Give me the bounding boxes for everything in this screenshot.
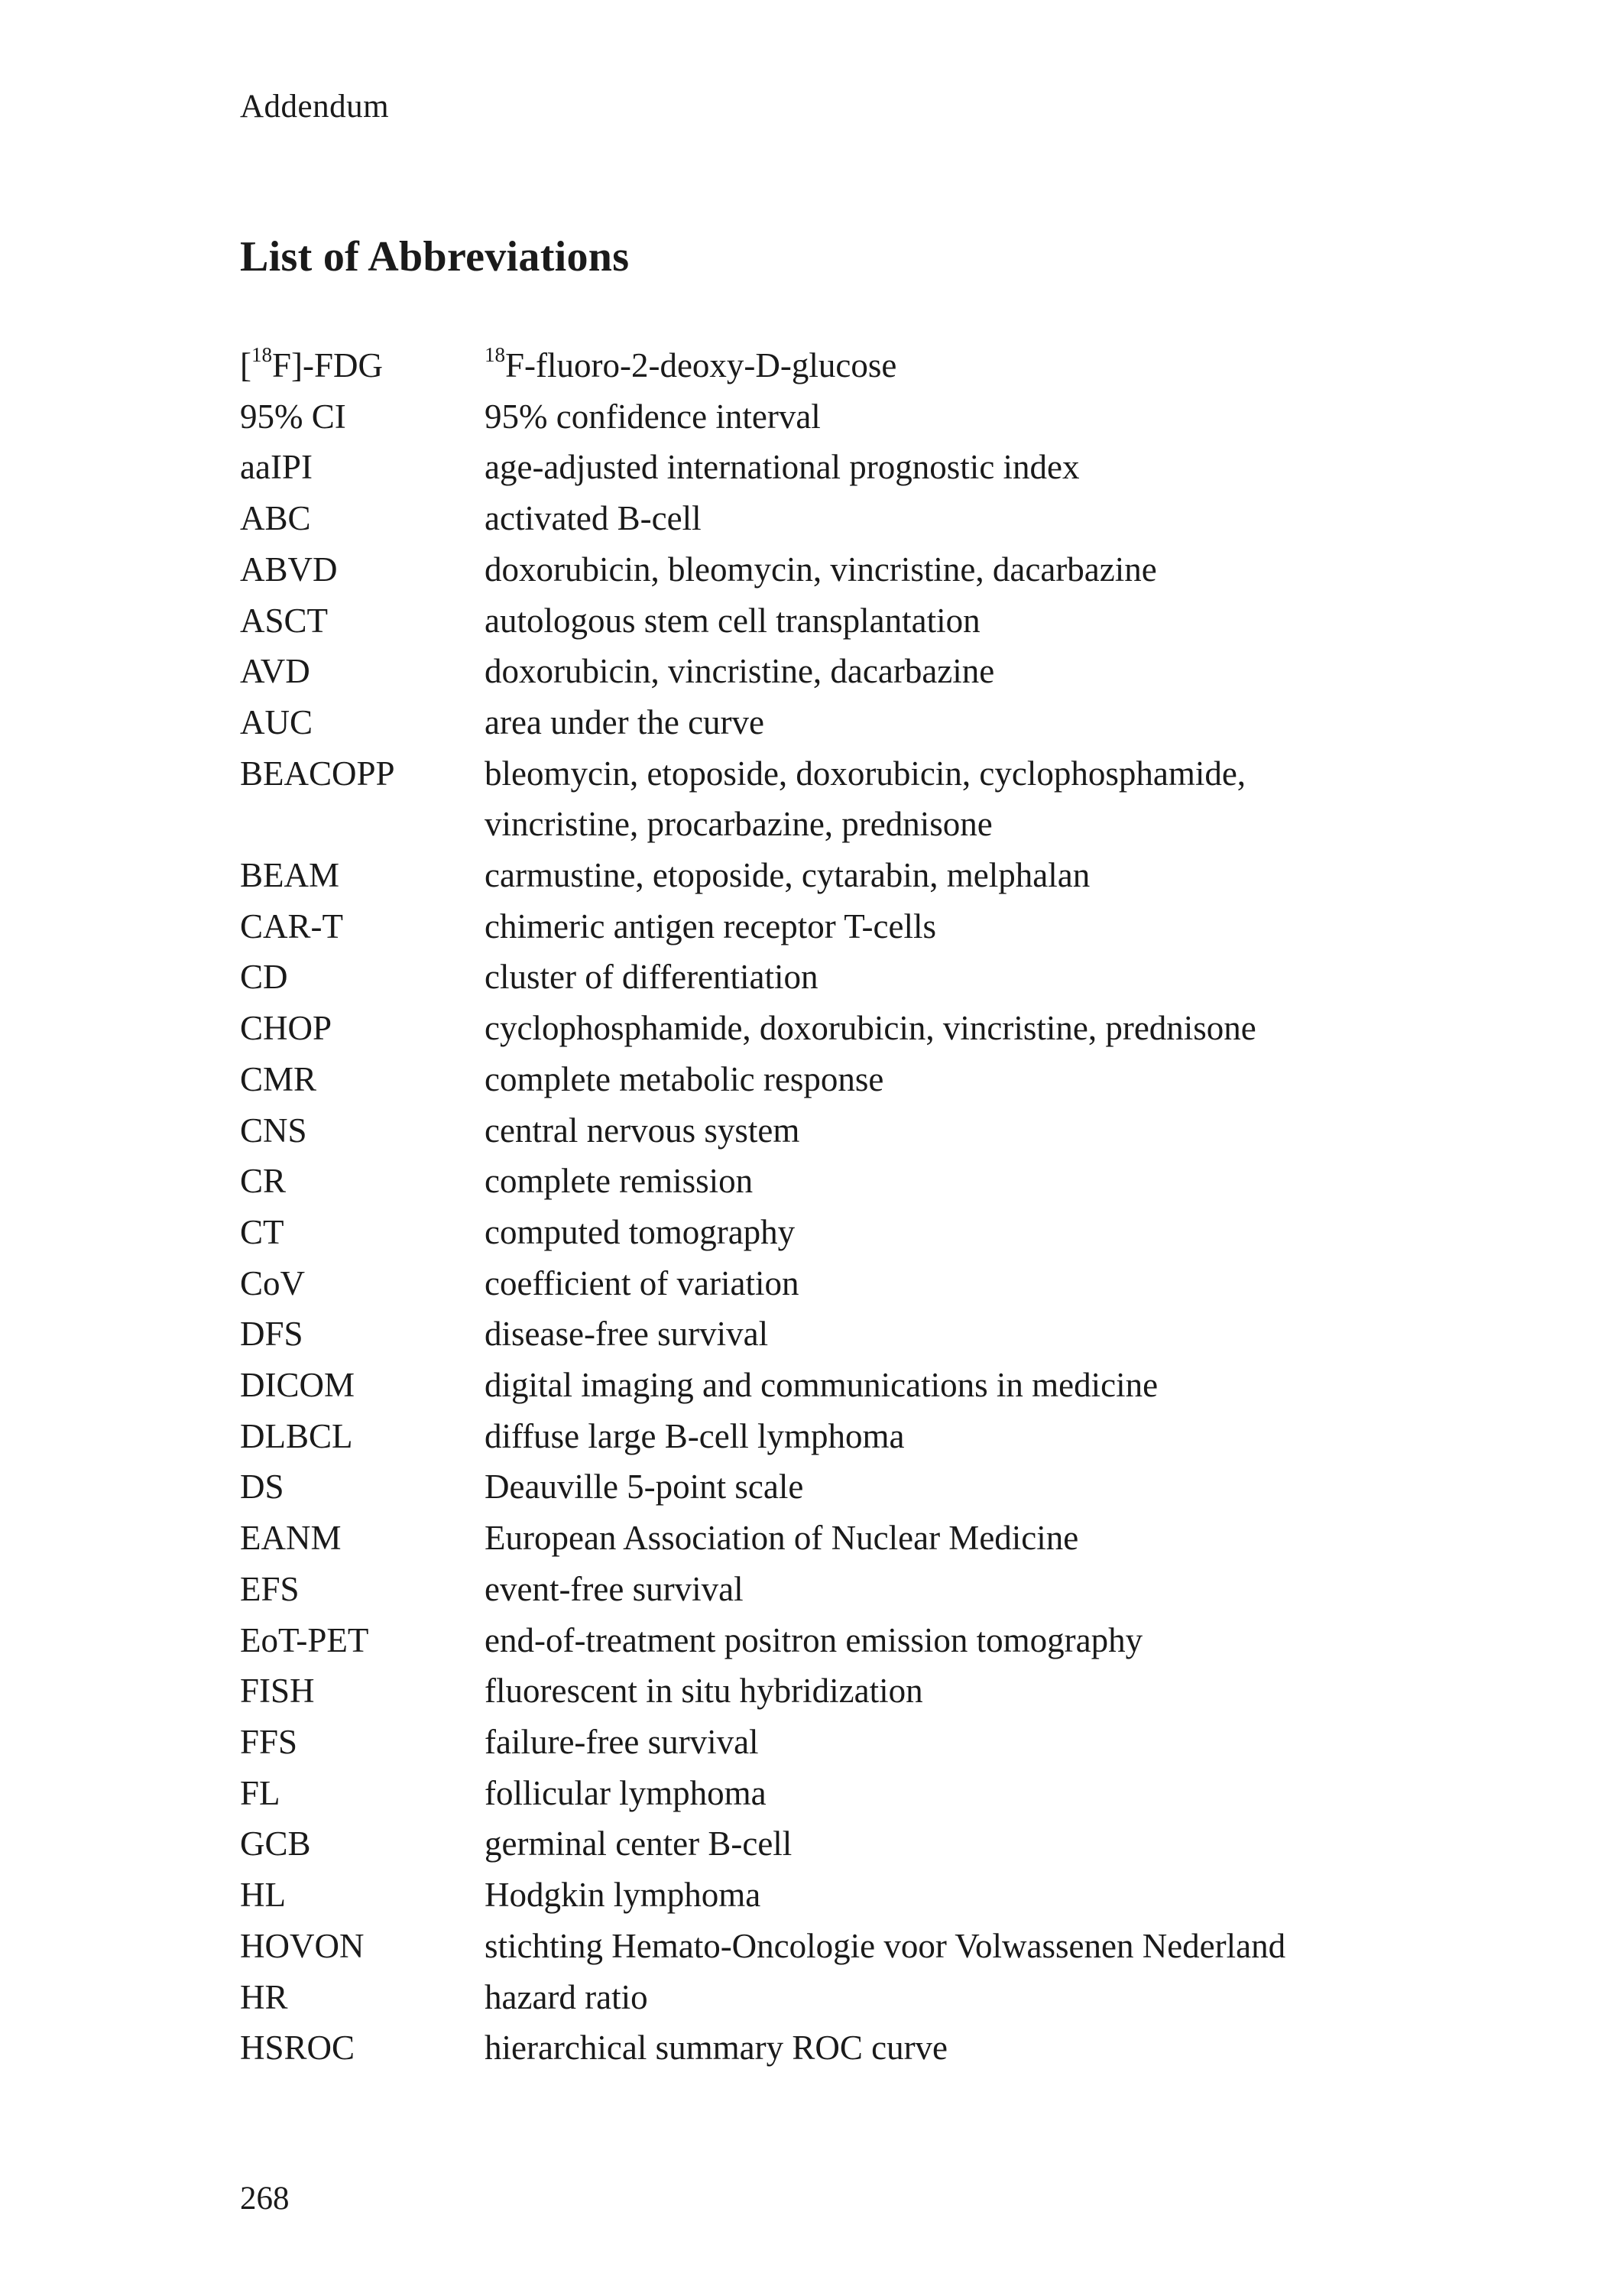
abbreviation-row	[240, 1717, 1386, 1768]
abbreviation-term: FL	[240, 1773, 280, 1812]
abbreviation-row	[240, 1207, 1386, 1258]
abbreviation-term: DICOM	[240, 1366, 355, 1405]
abbreviation-row	[240, 1054, 1386, 1105]
abbreviation-term: BEAM	[240, 856, 340, 895]
abbreviation-term: DFS	[240, 1315, 303, 1354]
abbreviation-definition: cluster of differentiation	[485, 958, 818, 997]
abbreviation-row	[240, 850, 1386, 901]
abbreviation-definition: germinal center B-cell	[485, 1824, 793, 1863]
abbreviation-definition: coefficient of variation	[485, 1263, 799, 1302]
abbreviation-row	[240, 2022, 1386, 2074]
abbreviation-definition: chimeric antigen receptor T-cells	[485, 906, 936, 945]
abbreviation-row	[240, 1003, 1386, 1054]
page-number: 268	[240, 2181, 290, 2217]
abbreviation-definition: carmustine, etoposide, cytarabin, melphalan	[485, 856, 1091, 895]
abbreviation-term: ABC	[240, 499, 311, 538]
abbreviation-term: HR	[240, 1977, 288, 2016]
abbreviation-definition: computed tomography	[485, 1212, 796, 1251]
abbreviation-row	[240, 1615, 1386, 1666]
abbreviation-definition: doxorubicin, bleomycin, vincristine, dacarbazine	[485, 550, 1157, 589]
abbreviation-term: CT	[240, 1212, 284, 1251]
abbreviation-definition: age-adjusted international prognostic index	[485, 448, 1080, 487]
abbreviation-definition: cyclophosphamide, doxorubicin, vincristine, prednisone	[485, 1009, 1256, 1048]
abbreviation-definition: fluorescent in situ hybridization	[485, 1672, 923, 1711]
abbreviation-definition: 95% confidence interval	[485, 397, 821, 436]
abbreviation-definition: digital imaging and communications in medicine	[485, 1366, 1159, 1405]
abbreviation-definition: doxorubicin, vincristine, dacarbazine	[485, 652, 995, 691]
abbreviation-term: CHOP	[240, 1009, 332, 1048]
abbreviation-row	[240, 1665, 1386, 1717]
abbreviation-row	[240, 697, 1386, 748]
abbreviation-term: FISH	[240, 1672, 315, 1711]
abbreviation-term: EoT-PET	[240, 1620, 369, 1659]
abbreviation-term: CAR-T	[240, 906, 343, 945]
abbreviation-definition: failure-free survival	[485, 1722, 759, 1761]
abbreviation-row	[240, 1461, 1386, 1513]
abbreviation-row	[240, 952, 1386, 1003]
running-header: Addendum	[240, 89, 390, 125]
abbreviation-row	[240, 646, 1386, 697]
abbreviation-row	[240, 1258, 1386, 1309]
abbreviation-definition: stichting Hemato-Oncologie voor Volwassenen Nederland	[485, 1926, 1286, 1965]
abbreviation-term: DLBCL	[240, 1416, 353, 1455]
abbreviation-term: ABVD	[240, 550, 338, 589]
abbreviation-definition: diffuse large B-cell lymphoma	[485, 1416, 905, 1455]
abbreviation-row	[240, 1105, 1386, 1156]
abbreviation-row	[240, 595, 1386, 647]
abbreviation-row	[240, 340, 1386, 391]
abbreviation-row	[240, 901, 1386, 952]
abbreviation-definition	[485, 748, 1386, 850]
abbreviation-definition: hierarchical summary ROC curve	[485, 2029, 948, 2068]
abbreviation-term: FFS	[240, 1722, 298, 1761]
abbreviation-term: ASCT	[240, 601, 329, 640]
abbreviation-definition: area under the curve	[485, 702, 765, 741]
abbreviation-definition: event-free survival	[485, 1569, 744, 1608]
abbreviation-definition: complete remission	[485, 1162, 754, 1201]
abbreviation-definition: complete metabolic response	[485, 1059, 884, 1098]
abbreviation-definition: European Association of Nuclear Medicine	[485, 1519, 1079, 1558]
abbreviation-term: CR	[240, 1162, 287, 1201]
abbreviation-definition: autologous stem cell transplantation	[485, 601, 981, 640]
abbreviation-row	[240, 493, 1386, 544]
abbreviation-row	[240, 1564, 1386, 1615]
abbreviation-term: AUC	[240, 702, 313, 741]
abbreviation-term: CoV	[240, 1263, 306, 1302]
abbreviation-row	[240, 1768, 1386, 1819]
abbreviation-row	[240, 442, 1386, 493]
abbreviation-row	[240, 391, 1386, 443]
abbreviation-definition: hazard ratio	[485, 1977, 648, 2016]
abbreviation-term: CD	[240, 958, 288, 997]
abbreviation-definition: central nervous system	[485, 1111, 800, 1150]
abbreviation-definition: disease-free survival	[485, 1315, 769, 1354]
abbreviation-row	[240, 1360, 1386, 1411]
abbreviation-term: EANM	[240, 1519, 342, 1558]
abbreviation-term: AVD	[240, 652, 310, 691]
abbreviation-row	[240, 1921, 1386, 1972]
abbreviation-term: HSROC	[240, 2029, 355, 2068]
abbreviation-row	[240, 1513, 1386, 1564]
abbreviation-term: HOVON	[240, 1926, 365, 1965]
abbreviation-row	[240, 1972, 1386, 2023]
abbreviation-term: DS	[240, 1468, 284, 1507]
abbreviation-row	[240, 1818, 1386, 1870]
abbreviation-term: aaIPI	[240, 448, 313, 487]
abbreviation-term: BEACOPP	[240, 754, 395, 793]
abbreviation-list	[240, 340, 1386, 2074]
abbreviation-definition: Hodgkin lymphoma	[485, 1876, 761, 1915]
abbreviation-definition: end-of-treatment positron emission tomography	[485, 1620, 1143, 1659]
abbreviation-definition: $^{18}$F-fluoro-2-deoxy-D-glucose	[485, 343, 897, 384]
abbreviation-definition: activated B-cell	[485, 499, 702, 538]
abbreviation-term: GCB	[240, 1824, 311, 1863]
abbreviation-row	[240, 1309, 1386, 1360]
abbreviation-term: HL	[240, 1876, 286, 1915]
abbreviation-term: CMR	[240, 1059, 317, 1098]
abbreviation-term: EFS	[240, 1569, 300, 1608]
abbreviation-row	[240, 1870, 1386, 1921]
abbreviation-row	[240, 1156, 1386, 1207]
definition-line: bleomycin, etoposide, doxorubicin, cyclophosphamide,	[485, 754, 1246, 793]
abbreviation-row	[240, 544, 1386, 595]
abbreviation-term: 95% CI	[240, 397, 346, 436]
abbreviation-row	[240, 748, 1386, 850]
abbreviation-row	[240, 1411, 1386, 1462]
page-title: List of Abbreviations	[240, 233, 630, 281]
abbreviation-definition: follicular lymphoma	[485, 1773, 767, 1812]
definition-line-continued: vincristine, procarbazine, prednisone	[485, 805, 993, 844]
abbreviation-definition: Deauville 5-point scale	[485, 1468, 804, 1507]
abbreviation-term: CNS	[240, 1111, 307, 1150]
abbreviation-term: [$^{18}$F]-FDG	[240, 343, 384, 384]
